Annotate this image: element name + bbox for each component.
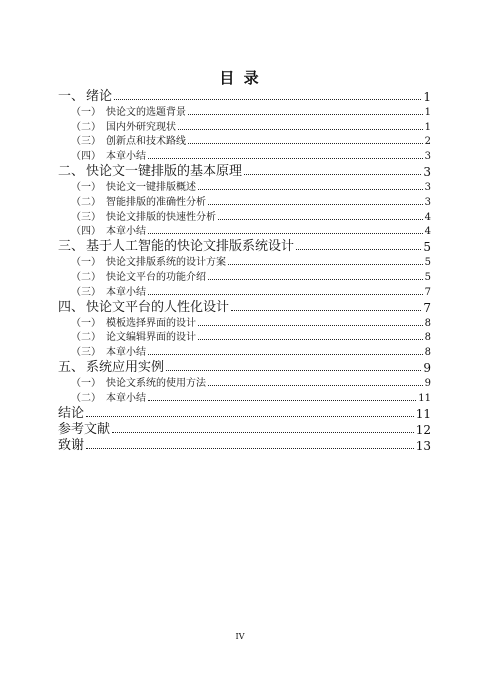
toc-entry-number: （二）: [71, 271, 101, 283]
toc-entry-label: 快论文平台的人性化设计: [86, 299, 230, 315]
toc-entry-label: 致谢: [58, 437, 85, 453]
dot-leader: [166, 370, 421, 371]
dot-leader: [188, 143, 423, 144]
toc-entry-page: 3: [423, 165, 431, 180]
toc-entry-page: 7: [424, 286, 431, 298]
toc-entry-label: 快论文排版的快速性分析: [106, 211, 216, 223]
toc-entry-number: （一）: [71, 106, 101, 118]
toc-entry-label: 本章小结: [106, 392, 146, 404]
toc-entry[interactable]: [58, 358, 431, 374]
dot-leader: [148, 400, 416, 401]
toc-entry-page: 12: [415, 422, 431, 437]
dot-leader: [218, 219, 423, 220]
toc-entry-number: （二）: [71, 392, 101, 404]
toc-entry-number: （三）: [71, 286, 101, 298]
toc-entry-page: 1: [424, 121, 431, 133]
toc-entry-page: 4: [424, 211, 431, 223]
toc-entry-label: 快论文排版系统的设计方案: [106, 257, 226, 269]
toc-entry[interactable]: [58, 404, 431, 420]
toc-entry-label: 本章小结: [106, 286, 146, 298]
toc-entry-page: 4: [424, 226, 431, 238]
toc-entry[interactable]: [58, 253, 431, 268]
toc-entry[interactable]: [58, 118, 431, 133]
toc-entry-label: 基于人工智能的快论文排版系统设计: [86, 239, 295, 255]
toc-entry[interactable]: [58, 343, 431, 358]
dot-leader: [208, 204, 423, 205]
toc-entry-label: 创新点和技术路线: [106, 136, 186, 148]
toc-entry-page: 5: [424, 271, 431, 283]
toc-entry-number: 五、: [58, 360, 85, 376]
toc-entry[interactable]: [58, 133, 431, 148]
toc-entry-number: 一、: [58, 89, 85, 104]
toc-entry-label: 本章小结: [106, 151, 146, 163]
table-of-contents: [58, 87, 431, 452]
toc-entry-label: 绪论: [86, 89, 113, 104]
dot-leader: [296, 249, 421, 250]
toc-entry[interactable]: [58, 178, 431, 193]
toc-entry-number: （一）: [71, 257, 101, 269]
toc-entry-page: 11: [415, 406, 431, 421]
page-number-footer: IV: [235, 632, 245, 641]
dot-leader: [228, 264, 423, 265]
toc-entry-page: 8: [424, 317, 431, 329]
toc-entry-number: （四）: [71, 226, 101, 238]
dot-leader: [198, 339, 423, 340]
toc-entry-page: 3: [424, 181, 431, 193]
toc-entry-number: 二、: [58, 164, 85, 180]
toc-entry[interactable]: [58, 147, 431, 162]
toc-entry-number: （三）: [71, 347, 101, 359]
toc-entry-page: 11: [418, 392, 431, 404]
toc-title: 目 录: [219, 69, 261, 87]
toc-entry-number: （一）: [71, 181, 101, 193]
toc-entry-number: （二）: [71, 121, 101, 133]
toc-entry-page: 3: [424, 151, 431, 163]
dot-leader: [208, 279, 423, 280]
dot-leader: [198, 325, 423, 326]
toc-entry[interactable]: [58, 208, 431, 223]
toc-entry[interactable]: [58, 283, 431, 298]
dot-leader: [148, 233, 423, 234]
toc-entry-page: 9: [423, 361, 431, 376]
toc-entry-page: 8: [424, 332, 431, 344]
toc-entry[interactable]: [58, 162, 431, 178]
toc-entry-page: 7: [423, 300, 431, 315]
toc-entry[interactable]: [58, 374, 431, 389]
dot-leader: [86, 416, 414, 417]
dot-leader: [188, 114, 423, 115]
dot-leader: [198, 189, 423, 190]
toc-entry[interactable]: [58, 329, 431, 344]
toc-entry-page: 8: [424, 347, 431, 359]
toc-entry-label: 国内外研究现状: [106, 121, 176, 133]
toc-entry[interactable]: [58, 298, 431, 314]
toc-entry[interactable]: [58, 420, 431, 436]
toc-entry-label: 快论文一键排版概述: [106, 181, 196, 193]
toc-entry-label: 参考文献: [58, 421, 111, 437]
dot-leader: [244, 174, 421, 175]
toc-entry-number: （一）: [71, 377, 101, 389]
toc-entry-label: 本章小结: [106, 226, 146, 238]
toc-entry-page: 2: [424, 136, 431, 148]
toc-entry[interactable]: [58, 268, 431, 283]
toc-entry[interactable]: [58, 193, 431, 208]
toc-entry-label: 系统应用实例: [86, 360, 165, 376]
toc-entry-number: （四）: [71, 151, 101, 163]
toc-entry-number: （三）: [71, 211, 101, 223]
toc-entry-page: 9: [424, 377, 431, 389]
toc-entry-label: 快论文一键排版的基本原理: [86, 164, 243, 180]
toc-entry[interactable]: [58, 314, 431, 329]
toc-entry-label: 本章小结: [106, 347, 146, 359]
toc-entry[interactable]: [58, 389, 431, 404]
dot-leader: [148, 354, 423, 355]
toc-entry-label: 快论文的选题背景: [106, 106, 186, 118]
toc-entry-label: 快论文系统的使用方法: [106, 377, 206, 389]
toc-entry-number: 三、: [58, 239, 85, 255]
toc-entry-label: 模板选择界面的设计: [106, 317, 196, 329]
toc-entry-number: （三）: [71, 136, 101, 148]
toc-entry-page: 13: [415, 438, 431, 453]
dot-leader: [148, 294, 423, 295]
toc-entry-label: 智能排版的准确性分析: [106, 196, 206, 208]
toc-entry-page: 5: [424, 257, 431, 269]
dot-leader: [178, 129, 423, 130]
dot-leader: [148, 158, 423, 159]
toc-entry[interactable]: [58, 87, 431, 103]
toc-entry-label: 结论: [58, 405, 85, 421]
toc-entry[interactable]: [58, 237, 431, 253]
dot-leader: [86, 448, 414, 449]
toc-entry-number: （二）: [71, 332, 101, 344]
toc-entry-number: 四、: [58, 299, 85, 315]
dot-leader: [208, 385, 423, 386]
toc-entry-label: 快论文平台的功能介绍: [106, 271, 206, 283]
dot-leader: [231, 310, 421, 311]
toc-entry-page: 1: [423, 90, 431, 104]
toc-entry[interactable]: [58, 223, 431, 238]
toc-entry-number: （二）: [71, 196, 101, 208]
toc-entry-page: 5: [423, 240, 431, 255]
toc-entry[interactable]: [58, 436, 431, 452]
dot-leader: [114, 99, 421, 100]
dot-leader: [112, 432, 414, 433]
toc-entry-page: 1: [424, 106, 431, 118]
toc-entry-page: 3: [424, 196, 431, 208]
toc-entry[interactable]: [58, 103, 431, 118]
toc-entry-label: 论文编辑界面的设计: [106, 332, 196, 344]
toc-entry-number: （一）: [71, 317, 101, 329]
